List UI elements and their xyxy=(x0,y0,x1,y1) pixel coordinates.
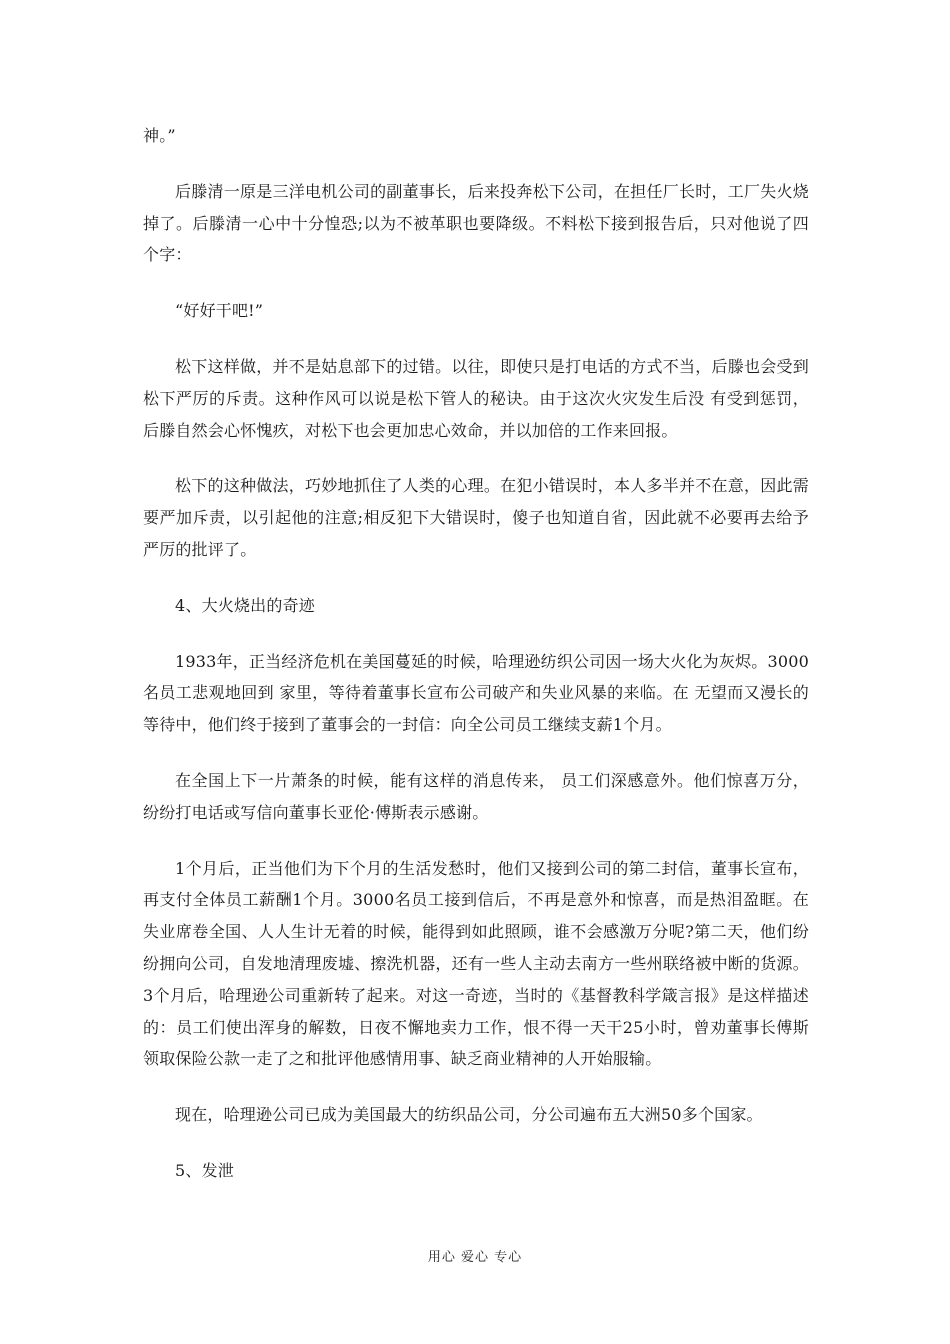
page-footer: 用心 爱心 专心 xyxy=(427,1250,523,1265)
paragraph-employees-thanks: 在全国上下一片萧条的时候，能有这样的消息传来， 员工们深感意外。他们惊喜万分，纷纷打电话或写信向董事长亚伦·傅斯表示感谢。 xyxy=(143,770,809,822)
paragraph-harrison-fire: 1933年，正当经济危机在美国蔓延的时候，哈理逊纺织公司因一场大火化为灰烬。3000名员工悲观地回到 家里，等待着董事长宣布公司破产和失业风暴的来临。在 无望而又漫长的等待中，他们终于接到了董事会的一封信：向全公司员工继续支薪1个月。 xyxy=(143,651,809,735)
document-body xyxy=(143,120,809,1187)
paragraph-matsushita-approach: 松下这样做，并不是姑息部下的过错。以往，即使只是打电话的方式不当，后滕也会受到松下严厉的斥责。这种作风可以说是松下管人的秘诀。由于这次火灾发生后没 有受到惩罚，后滕自然会心怀愧疚，对松下也会更加忠心效命，并以加倍的工作来回报。 xyxy=(143,356,809,440)
section-heading-4: 4、大火烧出的奇迹 xyxy=(175,595,315,615)
paragraph-quote: “好好干吧!” xyxy=(175,301,264,321)
paragraph-now: 现在，哈理逊公司已成为美国最大的纺织品公司，分公司遍布五大洲50多个国家。 xyxy=(175,1105,763,1125)
section-heading-5: 5、发泄 xyxy=(175,1160,234,1180)
paragraph-goto-fire: 后滕清一原是三洋电机公司的副董事长，后来投奔松下公司，在担任厂长时，工厂失火烧掉了。后滕清一心中十分惶恐;以为不被革职也要降级。不料松下接到报告后，只对他说了四个字： xyxy=(143,181,809,265)
paragraph-psychology: 松下的这种做法，巧妙地抓住了人类的心理。在犯小错误时，本人多半并不在意，因此需要严加斥责，以引起他的注意;相反犯下大错误时，傻子也知道自省，因此就不必要再去给予严厉的批评了。 xyxy=(143,476,809,559)
paragraph-second-letter: 1个月后，正当他们为下个月的生活发愁时，他们又接到公司的第二封信，董事长宣布，再支付全体员工薪酬1个月。3000名员工接到信后，不再是意外和惊喜，而是热泪盈眶。在失业席卷全国、人人生计无着的时候，能得到如此照顾，谁不会感激万分呢?第二天，他们纷纷拥向公司，自发地清理废墟、擦洗机器，还有一些人主动去南方一些州联络被中断的货源。3个月后，哈理逊公司重新转了起来。对这一奇迹，当时的《基督教科学箴言报》是这样描述的：员工们使出浑身的解数，日夜不懈地卖力工作，恨不得一天干25小时，曾劝董事长傅斯领取保险公款一走了之和批评他感情用事、缺乏商业精神的人开始服输。 xyxy=(143,858,809,1069)
paragraph-continuation: 神。” xyxy=(143,126,176,145)
